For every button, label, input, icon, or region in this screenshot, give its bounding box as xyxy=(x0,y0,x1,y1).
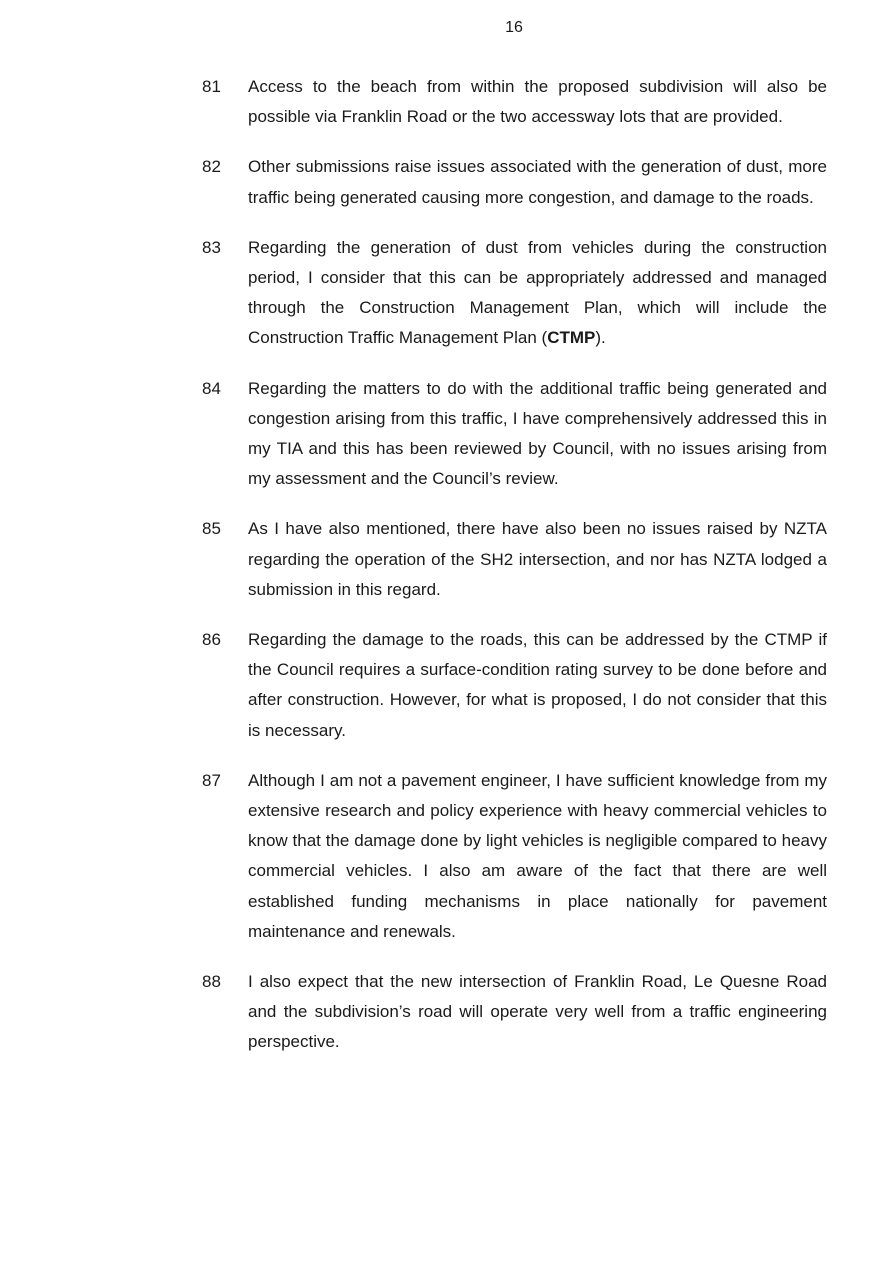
paragraph-number: 81 xyxy=(202,77,221,96)
paragraph-83 xyxy=(202,233,827,354)
paragraph-text: Regarding the matters to do with the additional traffic being generated and congestion arising from this traffic, I have comprehensively addressed this in my TIA and this has been reviewed by Council, with no issues arising from my assessment and the Council’s review. xyxy=(248,378,827,489)
paragraph-86 xyxy=(202,625,827,746)
paragraph-87 xyxy=(202,766,827,947)
paragraph-88 xyxy=(202,967,827,1058)
paragraph-81 xyxy=(202,72,827,132)
paragraph-number: 83 xyxy=(202,237,221,257)
page-number: 16 xyxy=(505,19,523,36)
paragraph-number: 84 xyxy=(202,378,221,398)
paragraph-text-before: Regarding the generation of dust from vehicles during the construction period, I consider that this can be appropriately addressed and managed through the Construction Management Plan, which will include the Construction Traffic Management Plan ( xyxy=(248,237,827,348)
paragraph-85 xyxy=(202,514,827,605)
paragraph-text: I also expect that the new intersection of Franklin Road, Le Quesne Road and the subdivision’s road will operate very well from a traffic engineering perspective. xyxy=(248,972,827,1052)
paragraph-number: 88 xyxy=(202,972,221,992)
paragraph-number: 87 xyxy=(202,770,221,790)
paragraph-text xyxy=(248,233,827,354)
paragraph-number: 82 xyxy=(202,157,221,177)
document-body xyxy=(202,72,827,1078)
ctmp-abbreviation: CTMP xyxy=(547,328,596,348)
paragraph-text: Access to the beach from within the proposed subdivision will also be possible via Franklin Road or the two accessway lots that are provided. xyxy=(248,77,827,127)
paragraph-number: 86 xyxy=(202,630,221,650)
paragraph-text: As I have also mentioned, there have also been no issues raised by NZTA regarding the operation of the SH2 intersection, and nor has NZTA lodged a submission in this regard. xyxy=(248,519,827,599)
paragraph-text: Regarding the damage to the roads, this can be addressed by the CTMP if the Council requires a surface-condition rating survey to be done before and after construction. However, for what is proposed, I do not consider that this is necessary. xyxy=(248,630,827,740)
paragraph-text-after: ). xyxy=(595,328,606,348)
paragraph-82 xyxy=(202,152,827,212)
paragraph-text: Other submissions raise issues associated with the generation of dust, more traffic being generated causing more congestion, and damage to the roads. xyxy=(248,157,827,207)
paragraph-text: Although I am not a pavement engineer, I have sufficient knowledge from my extensive research and policy experience with heavy commercial vehicles to know that the damage done by light vehicles is negligible compared to heavy commercial vehicles. I also am aware of the fact that there are well established funding mechanisms in place nationally for pavement maintenance and renewals. xyxy=(248,770,827,941)
paragraph-number: 85 xyxy=(202,519,221,539)
paragraph-84 xyxy=(202,374,827,495)
